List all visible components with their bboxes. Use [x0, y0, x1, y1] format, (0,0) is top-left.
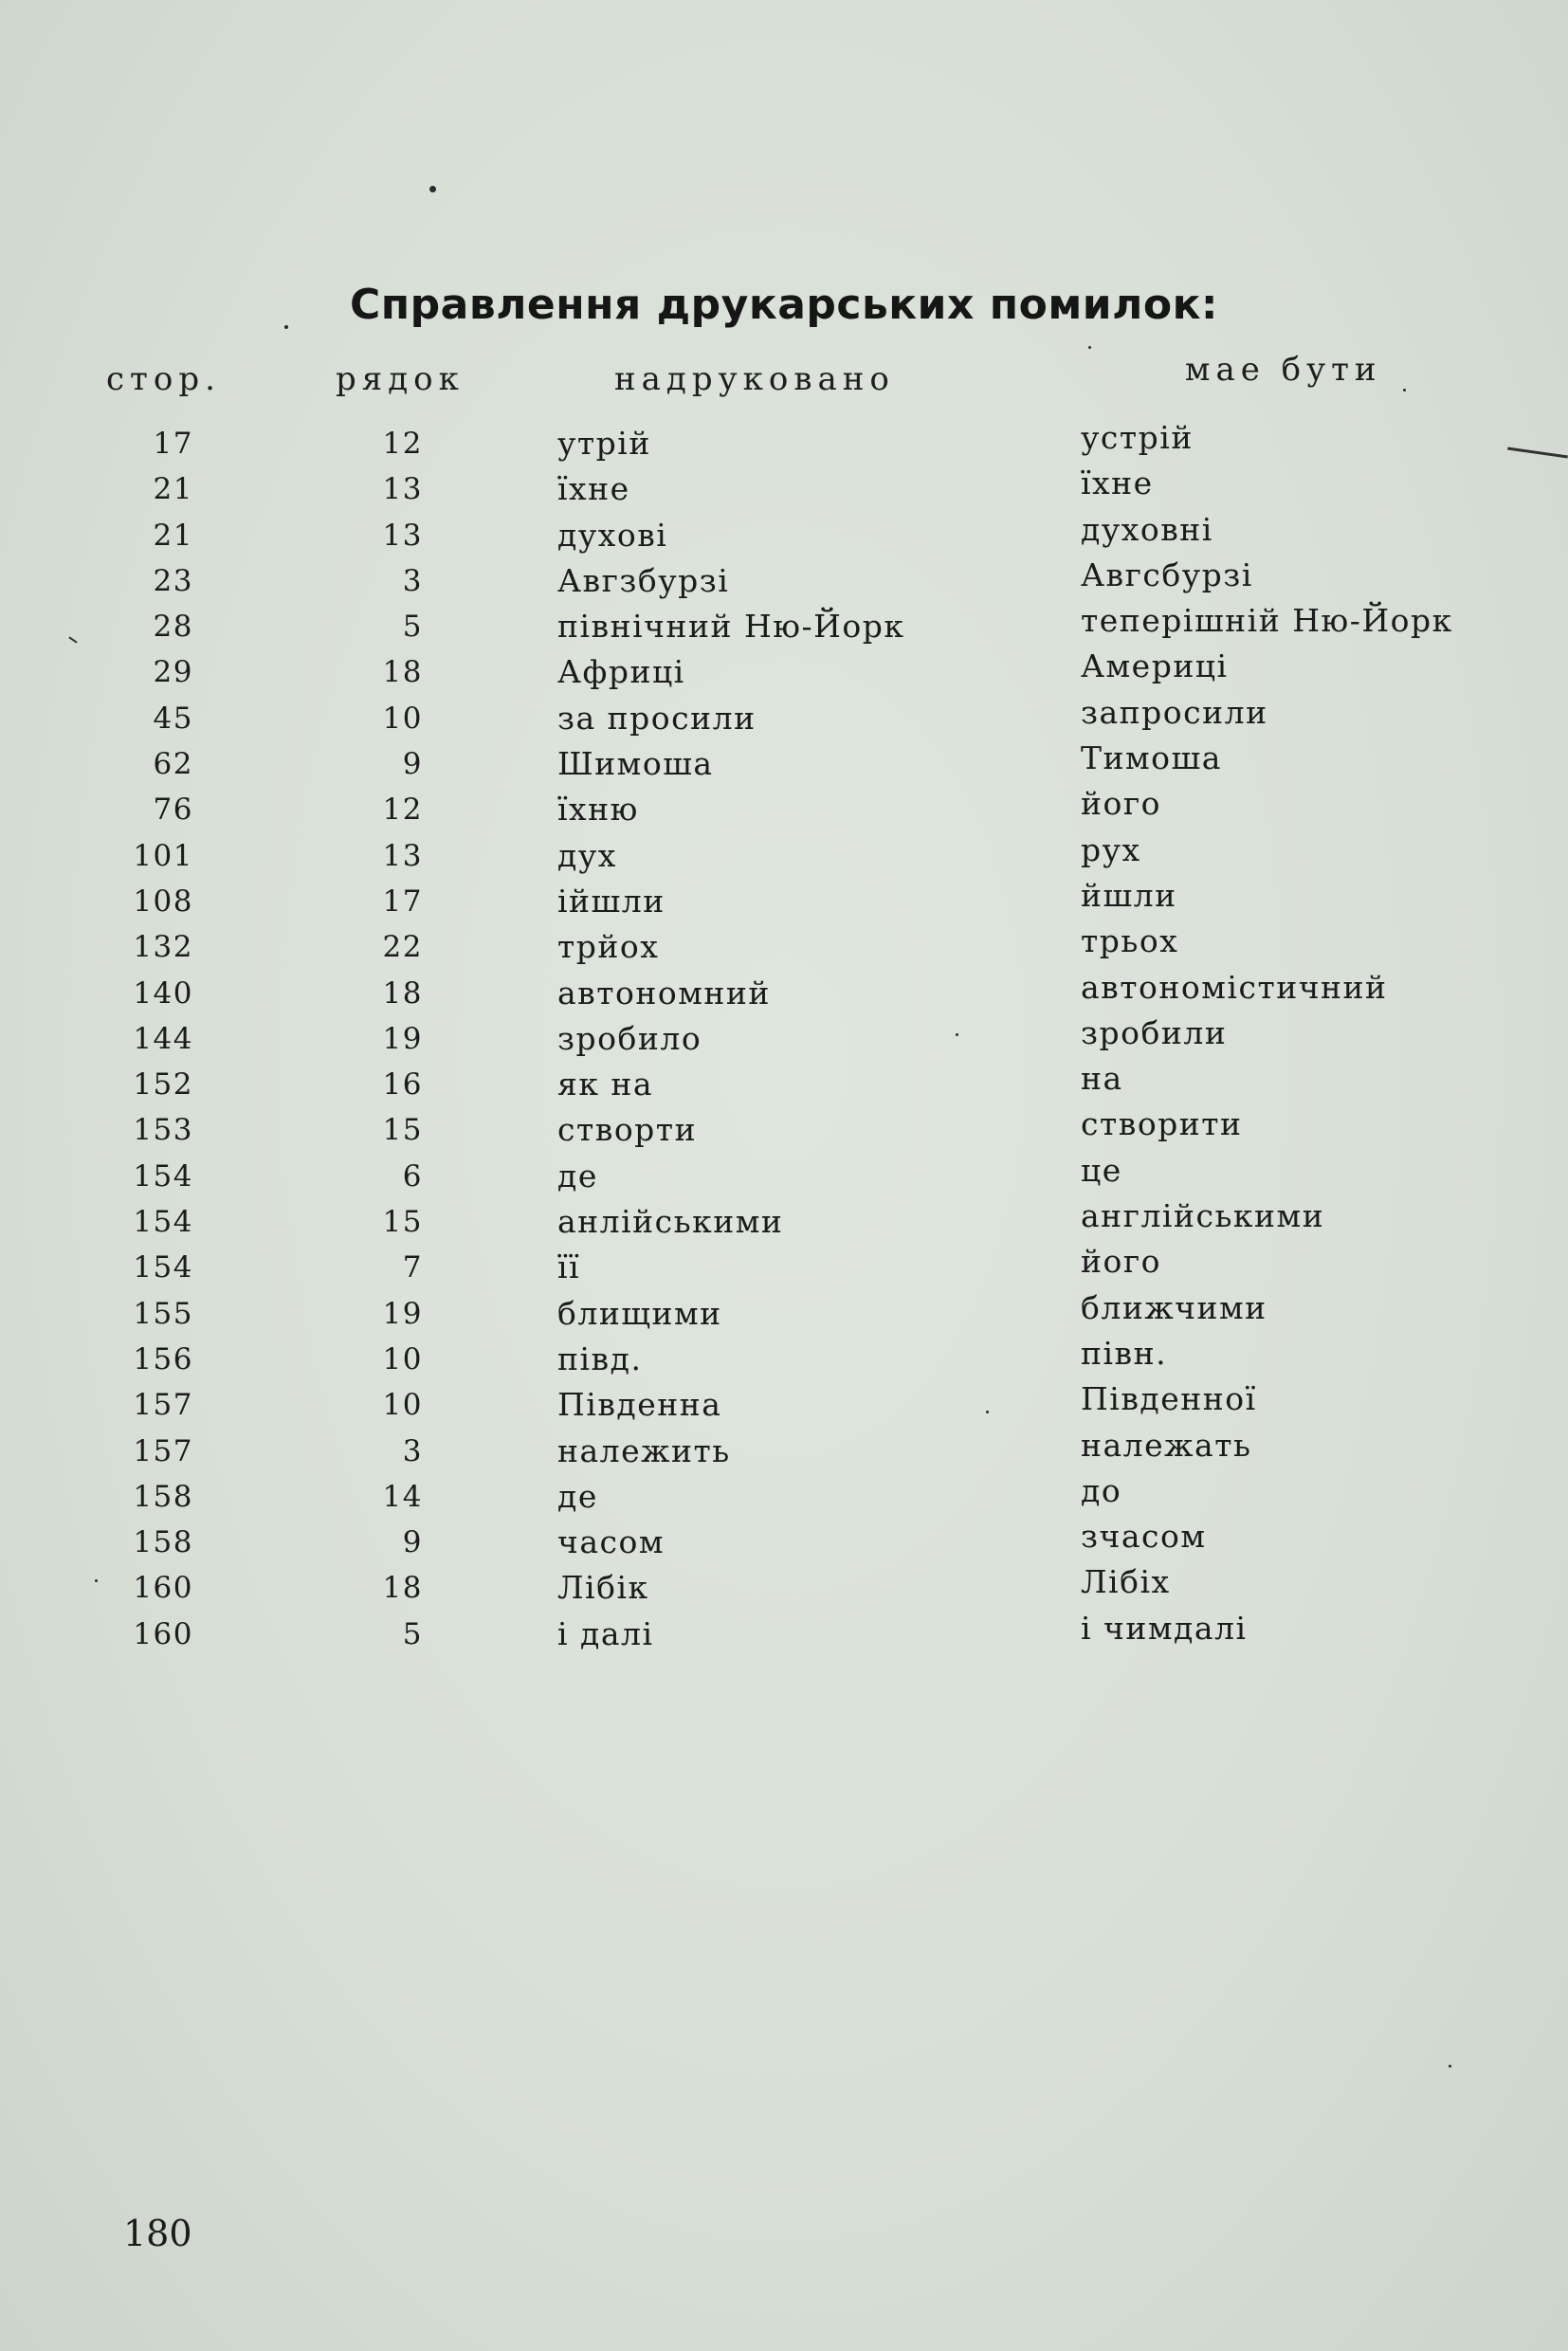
line-cell: 13: [382, 838, 423, 873]
should-be-cell: автономістичний: [1081, 968, 1388, 1006]
line-cell: 19: [382, 1021, 423, 1056]
page-cell: 21: [153, 518, 193, 553]
should-be-cell: трьох: [1081, 922, 1179, 960]
printed-cell: як на: [557, 1066, 654, 1103]
column-header-line: рядок: [336, 360, 465, 398]
table-row: [0, 1013, 1568, 1066]
should-be-cell: на: [1081, 1060, 1123, 1098]
line-cell: 5: [402, 1616, 423, 1651]
line-cell: 13: [382, 518, 423, 553]
should-be-cell: устрій: [1081, 419, 1194, 456]
ink-speck: [1088, 346, 1091, 349]
page-cell: 153: [133, 1113, 193, 1148]
line-cell: 19: [382, 1296, 423, 1331]
line-cell: 15: [382, 1113, 423, 1148]
should-be-cell: рух: [1081, 830, 1141, 868]
line-cell: 18: [382, 655, 423, 690]
page-cell: 158: [133, 1525, 193, 1560]
printed-cell: півд.: [557, 1340, 643, 1377]
page-cell: 101: [133, 838, 193, 873]
printed-cell: створти: [557, 1111, 698, 1149]
errata-table: [0, 419, 1568, 1661]
line-cell: 6: [402, 1158, 423, 1194]
line-cell: 16: [382, 1067, 423, 1103]
table-row: [0, 1334, 1568, 1386]
line-cell: 3: [402, 1433, 423, 1468]
page-cell: 155: [133, 1296, 193, 1331]
printed-cell: Південна: [557, 1386, 722, 1424]
should-be-cell: Південної: [1081, 1380, 1257, 1418]
page-cell: 156: [133, 1341, 193, 1376]
table-row: [0, 693, 1568, 745]
page-cell: 157: [133, 1388, 193, 1423]
line-cell: 10: [382, 1388, 423, 1423]
page-cell: 62: [153, 747, 193, 782]
printed-cell: утрій: [557, 425, 651, 462]
printed-cell: де: [557, 1477, 598, 1515]
ink-speck: [1403, 389, 1406, 392]
line-cell: 10: [382, 1341, 423, 1376]
printed-cell: де: [557, 1157, 598, 1194]
should-be-cell: створити: [1081, 1105, 1243, 1143]
printed-cell: зробило: [557, 1019, 702, 1057]
ink-speck: [1449, 2065, 1451, 2068]
page-cell: 28: [153, 610, 193, 645]
printed-cell: і далі: [557, 1614, 654, 1652]
should-be-cell: зробили: [1081, 1013, 1228, 1051]
printed-cell: Африці: [557, 653, 685, 691]
page-cell: 160: [133, 1571, 193, 1606]
column-header-should-be: мае бути: [1185, 351, 1382, 389]
printed-cell: їхню: [557, 791, 639, 829]
page-cell: 140: [133, 975, 193, 1011]
printed-cell: Шимоша: [557, 745, 714, 783]
should-be-cell: до: [1081, 1471, 1122, 1509]
printed-cell: її: [557, 1248, 581, 1286]
printed-cell: анлійськими: [557, 1203, 784, 1241]
table-row: [0, 830, 1568, 883]
should-be-cell: зчасом: [1081, 1518, 1207, 1556]
page-cell: 154: [133, 1250, 193, 1285]
table-row: [0, 419, 1568, 470]
line-cell: 5: [402, 610, 423, 645]
table-row: [0, 1060, 1568, 1111]
line-cell: 15: [382, 1205, 423, 1240]
printed-cell: духові: [557, 516, 668, 554]
page-cell: 21: [153, 472, 193, 507]
printed-cell: дух: [557, 836, 617, 874]
printed-cell: належить: [557, 1431, 731, 1469]
line-cell: 12: [382, 427, 423, 461]
should-be-cell: їхне: [1081, 465, 1154, 502]
line-cell: 17: [382, 884, 423, 919]
line-cell: 7: [402, 1250, 423, 1285]
table-row: [0, 510, 1568, 562]
page-cell: 152: [133, 1067, 193, 1103]
should-be-cell: Лібіх: [1081, 1563, 1171, 1601]
should-be-cell: його: [1081, 785, 1162, 823]
table-row: [0, 922, 1568, 974]
table-row: [0, 647, 1568, 699]
table-row: [0, 1197, 1568, 1248]
page-cell: 157: [133, 1433, 193, 1468]
should-be-cell: і чимдалі: [1081, 1609, 1248, 1647]
should-be-cell: належать: [1081, 1426, 1252, 1464]
line-cell: 18: [382, 1571, 423, 1606]
should-be-cell: теперішній Ню-Йорк: [1081, 602, 1453, 640]
table-row: [0, 968, 1568, 1020]
printed-cell: їхне: [557, 470, 630, 508]
page-cell: 132: [133, 930, 193, 965]
page-cell: 160: [133, 1616, 193, 1651]
table-row: [0, 876, 1568, 928]
line-cell: 18: [382, 975, 423, 1011]
should-be-cell: півн.: [1081, 1334, 1168, 1372]
should-be-cell: Америці: [1081, 647, 1229, 685]
should-be-cell: йшли: [1081, 876, 1177, 914]
table-row: [0, 556, 1568, 608]
column-header-printed: надруковано: [614, 360, 895, 398]
page-number: 180: [123, 2213, 192, 2254]
page-cell: 29: [153, 655, 193, 690]
should-be-cell: Авгсбурзі: [1081, 556, 1253, 593]
should-be-cell: це: [1081, 1151, 1122, 1189]
line-cell: 14: [382, 1479, 423, 1514]
table-row: [0, 1243, 1568, 1294]
line-cell: 12: [382, 793, 423, 828]
page-cell: 158: [133, 1479, 193, 1514]
page-cell: 76: [153, 793, 193, 828]
table-row: [0, 1426, 1568, 1478]
page-cell: 17: [153, 427, 193, 461]
printed-cell: за просили: [557, 699, 757, 737]
page-cell: 23: [153, 563, 193, 598]
printed-cell: Авгзбурзі: [557, 561, 730, 599]
printed-cell: блищими: [557, 1294, 722, 1332]
page-title: Справлення друкарських помилок:: [349, 281, 1219, 329]
line-cell: 3: [402, 563, 423, 598]
table-row: [0, 739, 1568, 791]
line-cell: 13: [382, 472, 423, 507]
should-be-cell: Тимоша: [1081, 739, 1222, 777]
should-be-cell: його: [1081, 1243, 1162, 1281]
table-row: [0, 1288, 1568, 1340]
line-cell: 9: [402, 747, 423, 782]
table-row: [0, 1471, 1568, 1523]
table-row: [0, 1105, 1568, 1157]
line-cell: 10: [382, 701, 423, 736]
table-row: [0, 1151, 1568, 1203]
table-row: [0, 785, 1568, 836]
line-cell: 22: [382, 930, 423, 965]
table-row: [0, 1380, 1568, 1431]
should-be-cell: англійськими: [1081, 1197, 1325, 1235]
page-cell: 45: [153, 701, 193, 736]
printed-cell: часом: [557, 1523, 665, 1561]
page-cell: 154: [133, 1158, 193, 1194]
printed-cell: автономний: [557, 974, 771, 1011]
printed-cell: ійшли: [557, 882, 665, 920]
should-be-cell: духовні: [1081, 510, 1213, 548]
printed-cell: північний Ню-Йорк: [557, 608, 905, 646]
line-cell: 9: [402, 1525, 423, 1560]
column-header-page: стор.: [106, 360, 221, 398]
table-row: [0, 1609, 1568, 1661]
printed-cell: Лібік: [557, 1569, 649, 1607]
page-cell: 144: [133, 1021, 193, 1056]
should-be-cell: ближчими: [1081, 1288, 1267, 1326]
should-be-cell: запросили: [1081, 693, 1268, 731]
ink-speck: [429, 186, 436, 192]
page-cell: 154: [133, 1205, 193, 1240]
table-row: [0, 602, 1568, 653]
printed-cell: трйох: [557, 928, 660, 966]
table-row: [0, 1518, 1568, 1569]
table-row: [0, 1563, 1568, 1614]
table-row: [0, 465, 1568, 516]
page-cell: 108: [133, 884, 193, 919]
